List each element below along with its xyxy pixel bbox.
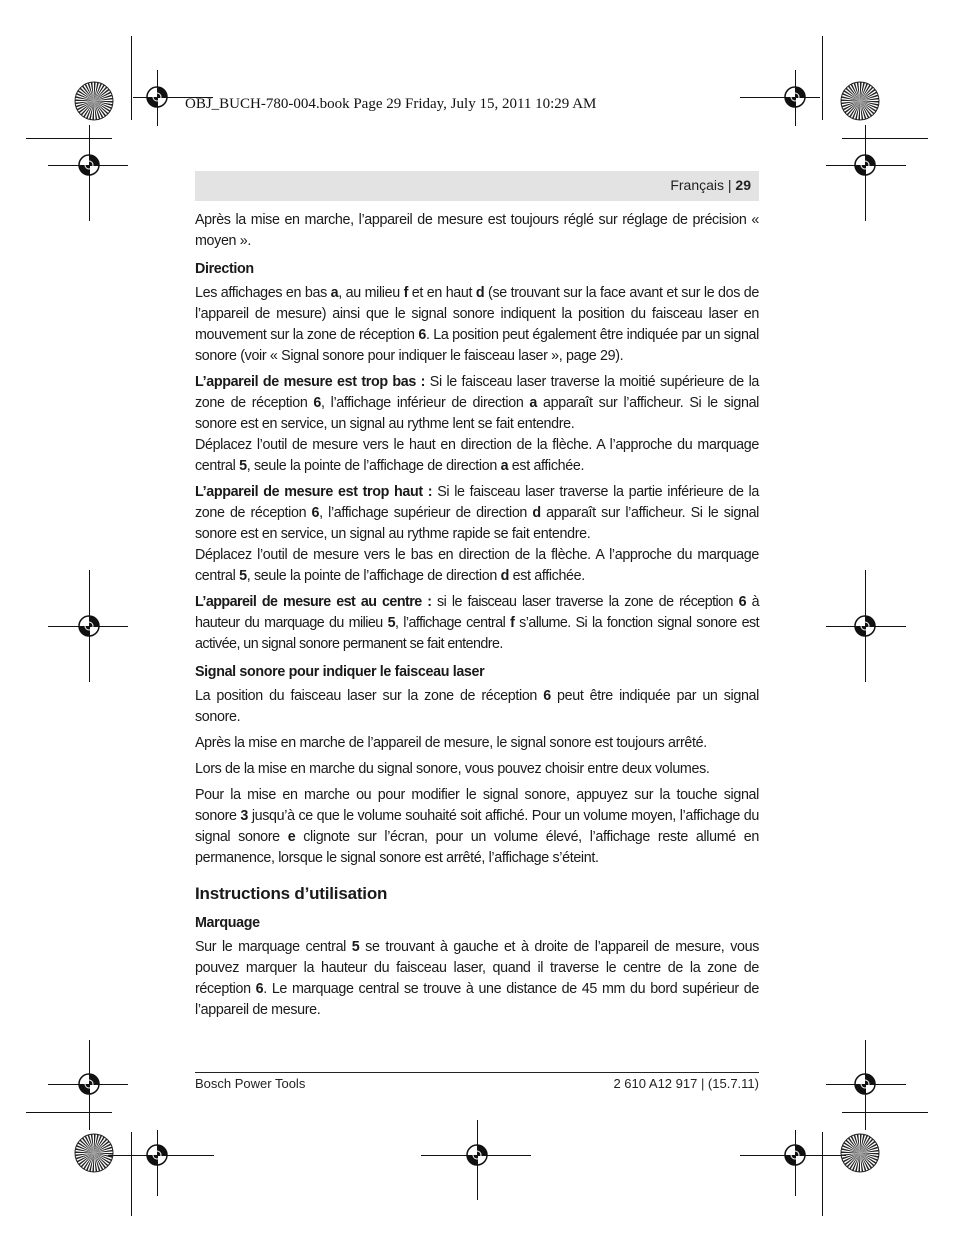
registration-mark-icon [145, 85, 169, 109]
signal-paragraph-4: Pour la mise en marche ou pour modifier le signal sonore, appuyez sur la touche signal sonore 3 jusqu’à ce que le volume souhaité soit affiché. Pour un volume moyen, l’affichage du signal sonore e clignote sur l’écran, pour un volume élevé, l’affichage reste allumé en permanence, lorsque le signal sonore est arrêté, l’affichage s’éteint. [195, 787, 759, 866]
marquage-heading: Marquage [195, 915, 260, 931]
instructions-heading: Instructions d’utilisation [195, 884, 388, 903]
registration-mark-icon [77, 153, 101, 177]
crop-mark [26, 1112, 112, 1113]
footer-rule [195, 1072, 759, 1073]
signal-paragraph-1: La position du faisceau laser sur la zone de réception 6 peut être indiquée par un signal sonore. [195, 688, 759, 725]
registration-mark-icon [853, 153, 877, 177]
crop-mark [131, 1132, 132, 1216]
footer-doc-number: 2 610 A12 917 | (15.7.11) [613, 1076, 759, 1091]
crop-mark [842, 138, 928, 139]
header-language: Français [670, 177, 724, 193]
direction-paragraph: Les affichages en bas a, au milieu f et en haut d (se trouvant sur la face avant et sur le dos de l’appareil de mesure) ainsi que le signal sonore indiquent la position du faisceau laser en mouvement sur la zone de réception 6. La position peut également être indiquée par un signal sonore (voir « Signal sonore pour indiquer le faisceau laser », page 29). [195, 285, 760, 364]
registration-mark-icon [77, 1072, 101, 1096]
star-target-icon [840, 1133, 880, 1173]
crop-mark [822, 1132, 823, 1216]
print-slug: OBJ_BUCH-780-004.book Page 29 Friday, July 15, 2011 10:29 AM [185, 96, 597, 112]
registration-mark-icon [783, 1143, 807, 1167]
registration-mark-icon [465, 1143, 489, 1167]
registration-mark-icon [853, 614, 877, 638]
too-low-paragraph: L’appareil de mesure est trop bas : Si le faisceau laser traverse la moitié supérieure de la zone de réception 6, l’affichage inférieur de direction a apparaît sur l’afficheur. Si le signal sonore est en service, un signal au rythme lent se fait entendre. [195, 374, 759, 432]
star-target-icon [74, 81, 114, 121]
direction-heading: Direction [195, 261, 254, 277]
centered-paragraph: L’appareil de mesure est au centre : si le faisceau laser traverse la zone de réception 6 à hauteur du marquage du milieu 5, l’affichage central f s’allume. Si la fonction signal sonore est activée, un signal sonore permanent se fait entendre. [195, 594, 760, 652]
signal-heading: Signal sonore pour indiquer le faisceau laser [195, 664, 485, 680]
registration-mark-icon [77, 614, 101, 638]
header-label [670, 177, 751, 193]
intro-paragraph: Après la mise en marche, l’appareil de mesure est toujours réglé sur réglage de précision « moyen ». [195, 212, 759, 249]
too-high-instruction: Déplacez l’outil de mesure vers le bas en direction de la flèche. A l’approche du marquage central 5, seule la pointe de l’affichage de direction d est affichée. [195, 547, 759, 584]
signal-paragraph-2: Après la mise en marche de l’appareil de mesure, le signal sonore est toujours arrêté. [195, 735, 707, 751]
signal-paragraph-3: Lors de la mise en marche du signal sonore, vous pouvez choisir entre deux volumes. [195, 761, 710, 777]
footer-brand: Bosch Power Tools [195, 1076, 306, 1091]
crop-mark [131, 36, 132, 120]
star-target-icon [74, 1133, 114, 1173]
registration-mark-icon [783, 85, 807, 109]
marquage-paragraph: Sur le marquage central 5 se trouvant à gauche et à droite de l’appareil de mesure, vous pouvez marquer la hauteur du faisceau laser, quand il traverse le centre de la zone de réception 6. Le marquage central se trouve à une distance de 45 mm du bord supérieur de l’appareil de mesure. [195, 939, 759, 1018]
crop-mark [822, 36, 823, 120]
page-number: 29 [735, 177, 751, 193]
registration-mark-icon [145, 1143, 169, 1167]
page-body [195, 210, 759, 1026]
too-high-paragraph: L’appareil de mesure est trop haut : Si le faisceau laser traverse la partie inférieure de la zone de réception 6, l’affichage supérieur de direction d apparaît sur l’afficheur. Si le signal sonore est en service, un signal au rythme rapide se fait entendre. [195, 484, 759, 542]
crop-mark [26, 138, 112, 139]
header-separator: | [727, 177, 732, 193]
running-header [195, 171, 759, 201]
crop-mark [740, 97, 820, 98]
crop-mark [842, 1112, 928, 1113]
star-target-icon [840, 81, 880, 121]
too-low-instruction: Déplacez l’outil de mesure vers le haut en direction de la flèche. A l’approche du marquage central 5, seule la pointe de l’affichage de direction a est affichée. [195, 437, 759, 474]
registration-mark-icon [853, 1072, 877, 1096]
